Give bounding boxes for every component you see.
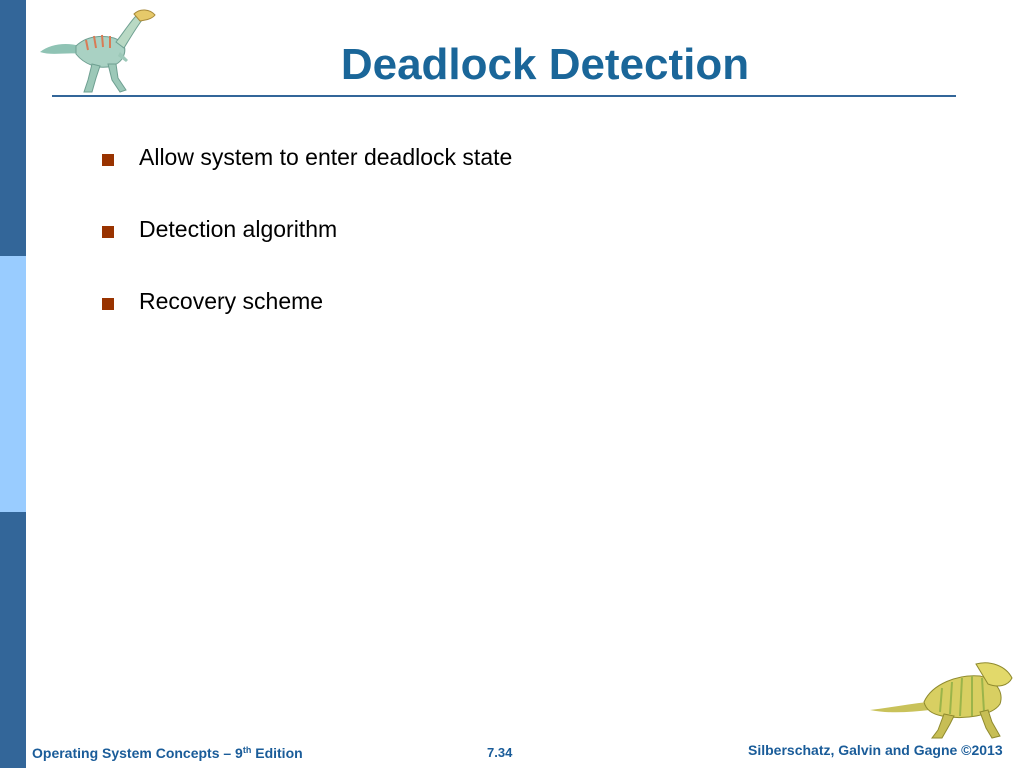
- bullet-marker-icon: [102, 154, 114, 166]
- footer-copyright: Silberschatz, Galvin and Gagne ©2013: [748, 742, 1003, 758]
- footer-page-number: 7.34: [487, 745, 513, 760]
- title-divider: [52, 95, 956, 97]
- sidebar-band-bottom: [0, 512, 26, 768]
- page-title: Deadlock Detection: [340, 40, 750, 89]
- dinosaur-icon: [868, 658, 1018, 740]
- dinosaur-icon: [36, 6, 160, 98]
- footer-book-title: Operating System Concepts – 9th Edition: [32, 745, 303, 761]
- bullet-text: Allow system to enter deadlock state: [139, 144, 513, 170]
- bullet-text: Detection algorithm: [139, 216, 338, 242]
- bullet-marker-icon: [102, 298, 114, 310]
- sidebar-band-middle: [0, 256, 26, 512]
- sidebar-band-top: [0, 0, 26, 256]
- bullet-text: Recovery scheme: [139, 288, 324, 314]
- bullet-marker-icon: [102, 226, 114, 238]
